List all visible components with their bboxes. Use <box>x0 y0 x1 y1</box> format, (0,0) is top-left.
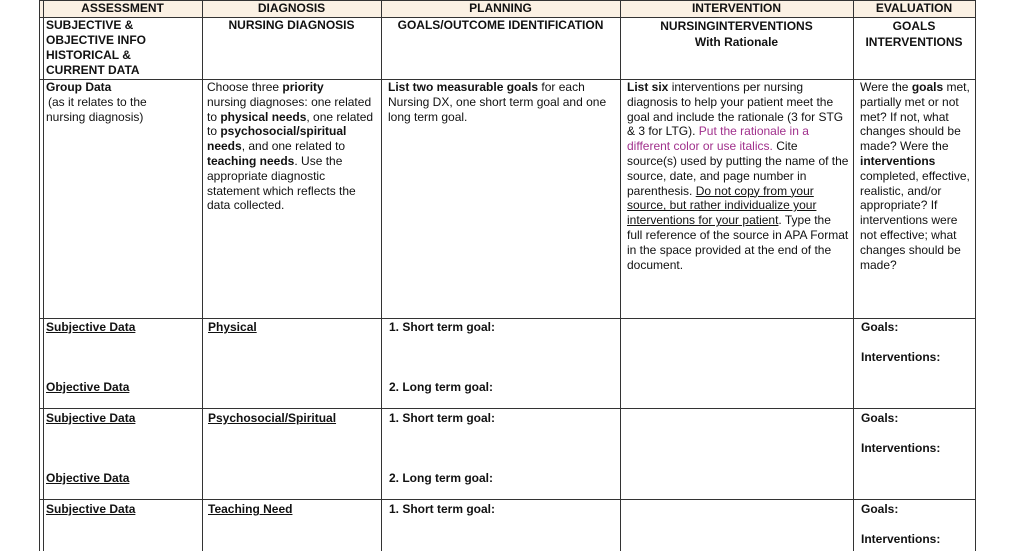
subheader-line: CURRENT DATA <box>46 63 140 77</box>
objective-data-label: Objective Data <box>46 380 130 394</box>
table-border-left <box>39 0 40 551</box>
subheader-evaluation <box>853 18 975 50</box>
subheader-line: NURSINGINTERVENTIONS <box>660 19 813 33</box>
diagnosis-psychosocial-label: Psychosocial/Spiritual <box>208 411 337 425</box>
text-run-underline: Do not copy from your source, but rather individualize your interventions for your patient <box>627 183 817 228</box>
subheader-line: GOALS <box>892 19 936 33</box>
diagnosis-teaching-label: Teaching Need <box>208 502 293 516</box>
row-divider <box>39 499 975 500</box>
goals-label: Goals: <box>861 320 899 334</box>
text-run: for each Nursing DX, one short term goal and one long term goal. <box>388 80 607 124</box>
header-diagnosis: DIAGNOSIS <box>257 1 326 15</box>
text-run: Cite source(s) used by putting the name of the source, date, and page number in parenthesis. <box>627 139 849 198</box>
row-divider <box>39 408 975 409</box>
text-run: interventions per nursing diagnosis to help your patient meet the goal and include the rationale (3 for STG & 3 for LTG). <box>627 80 844 139</box>
header-assessment: ASSESSMENT <box>81 1 164 15</box>
text-run: nursing diagnoses: one related to <box>207 94 372 124</box>
group-data-title: Group Data <box>46 80 112 94</box>
text-run-bold: six <box>651 80 669 94</box>
row-divider <box>39 318 975 319</box>
text-run: completed, effective, realistic, and/or appropriate? If interventions were not effective; what changes should be made? <box>860 168 970 272</box>
subheader-line: With Rationale <box>694 35 779 49</box>
text-run-purple: Put the rationale in a different color or use italics. <box>627 124 809 154</box>
goals-label: Goals: <box>861 502 899 516</box>
subheader-diagnosis: NURSING DIAGNOSIS <box>228 18 355 32</box>
subjective-data-label: Subjective Data <box>46 502 136 516</box>
column-divider <box>620 0 621 551</box>
instruction-intervention <box>627 80 849 272</box>
subheader-line: HISTORICAL & <box>46 48 131 62</box>
group-data-note: nursing diagnosis) <box>46 109 144 124</box>
table-border-right <box>975 0 976 551</box>
text-run-bold: List two measurable goals <box>388 80 539 94</box>
column-divider <box>202 0 203 551</box>
long-term-goal-label: 2. Long term goal: <box>389 471 494 485</box>
instruction-assessment <box>46 80 201 124</box>
subheader-line: SUBJECTIVE & <box>46 18 134 32</box>
header-intervention: INTERVENTION <box>691 1 782 15</box>
interventions-label: Interventions: <box>861 532 941 546</box>
text-run-bold: goals <box>911 80 944 94</box>
text-run: , and one related to <box>241 139 346 154</box>
subheader-planning: GOALS/OUTCOME IDENTIFICATION <box>397 18 604 32</box>
subheader-line: OBJECTIVE INFO <box>46 33 147 47</box>
text-run-bold: psychosocial/spiritual needs <box>207 124 347 154</box>
subjective-data-label: Subjective Data <box>46 411 136 425</box>
text-run: Were the <box>860 80 912 94</box>
instruction-diagnosis <box>207 80 377 213</box>
subheader-assessment <box>46 18 201 78</box>
text-run-bold: teaching needs <box>207 153 295 168</box>
long-term-goal-label: 2. Long term goal: <box>389 380 494 394</box>
interventions-label: Interventions: <box>861 441 941 455</box>
table-border-left-inner <box>43 0 44 551</box>
goals-label: Goals: <box>861 411 899 425</box>
column-divider <box>381 0 382 551</box>
instruction-evaluation <box>860 80 972 272</box>
subjective-data-label: Subjective Data <box>46 320 136 334</box>
subheader-intervention <box>620 18 853 50</box>
text-run: met, partially met or not met? If not, what changes should be made? Were the <box>860 80 970 154</box>
text-run-bold: List <box>627 80 652 94</box>
header-evaluation: EVALUATION <box>875 1 953 15</box>
group-data-note: (as it relates to the <box>48 94 147 109</box>
instruction-planning <box>388 80 614 124</box>
objective-data-label: Objective Data <box>46 471 130 485</box>
text-run: , one related to <box>207 109 374 139</box>
text-run: . Use the appropriate diagnostic statement which reflects the data collected. <box>207 153 356 213</box>
interventions-label: Interventions: <box>861 350 941 364</box>
header-planning: PLANNING <box>469 1 532 15</box>
text-run-bold: priority <box>282 80 324 94</box>
subheader-line: INTERVENTIONS <box>865 35 963 49</box>
text-run: Choose three <box>207 80 283 94</box>
text-run: . Type the full reference of the source in APA Format in the space provided at the end of the document. <box>627 213 849 272</box>
text-run-bold: interventions <box>860 153 936 168</box>
short-term-goal-label: 1. Short term goal: <box>389 502 496 516</box>
short-term-goal-label: 1. Short term goal: <box>389 320 496 334</box>
column-divider <box>853 0 854 551</box>
text-run-bold: physical needs <box>220 109 307 124</box>
diagnosis-physical-label: Physical <box>208 320 257 334</box>
short-term-goal-label: 1. Short term goal: <box>389 411 496 425</box>
